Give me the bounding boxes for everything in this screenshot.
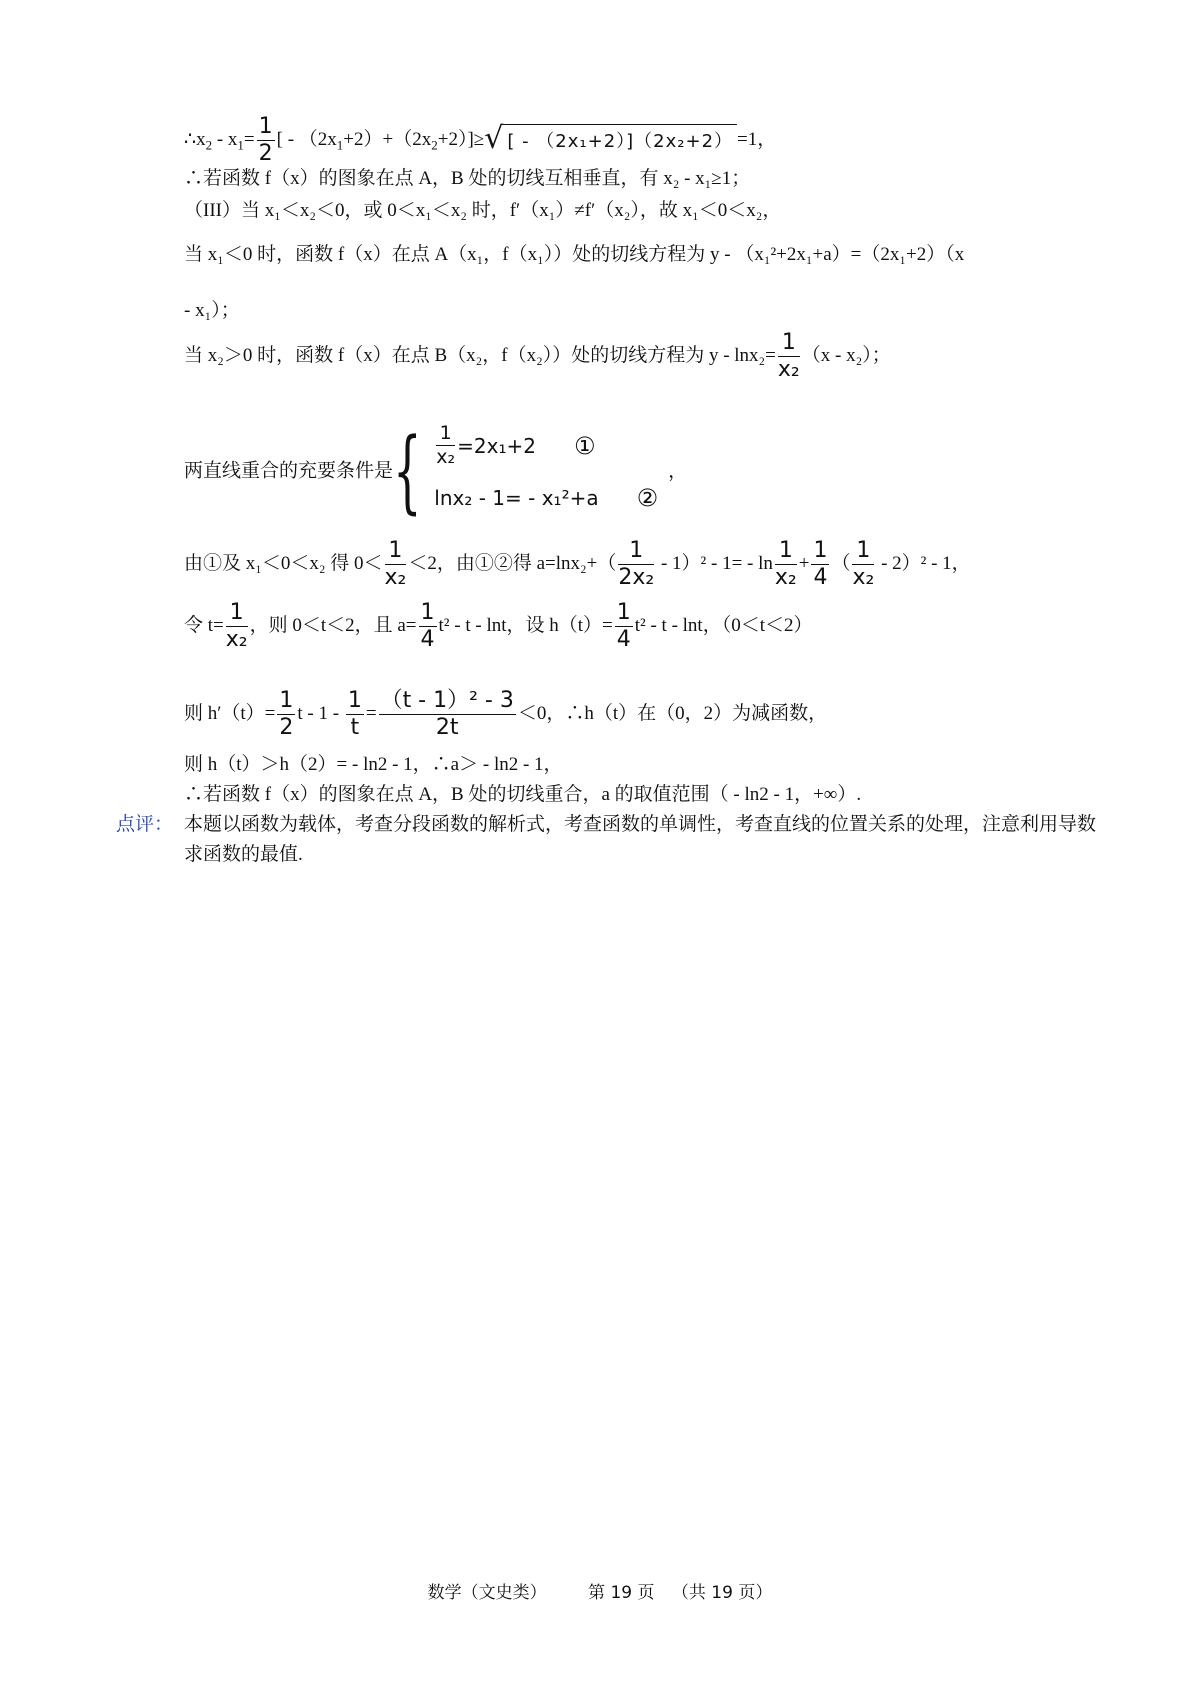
text: +2）+（2x — [343, 128, 432, 150]
line-range-conclusion: ∴若函数 f（x）的图象在点 A，B 处的切线重合，a 的取值范围（ - ln2 - 1，+∞）. — [184, 784, 862, 805]
system-row-1: $\frac{1}{\text{x₂}}$ =2x₁+2 ① — [436, 422, 596, 469]
line-derivative-h: 则 h′（t）= $\frac{1}{2}$ t - 1 - $\frac{1}{t}$ = $\frac{\text{（t - 1）² - 3}}{2t}$ ＜0，∴h（t）在（0，2）为减函数， — [184, 688, 828, 740]
footer-total-pages: （共 19 页） — [671, 1583, 773, 1603]
text: 当 x₂＞0 时，函数 f（x）在点 B（x₂，f（x₂））处的切线方程为 y - lnx₂= — [184, 344, 776, 366]
footer-page-number: 第 19 页 — [588, 1583, 655, 1603]
text: ， — [668, 460, 688, 482]
fraction: $\frac{1}{2}$ — [258, 114, 273, 166]
comment-label: 点评： — [116, 814, 174, 835]
text: +2）]≥ — [437, 128, 485, 150]
line-tangent-a-cont: - x₁）； — [184, 300, 240, 321]
line-tangent-a: 当 x₁＜0 时，函数 f（x）在点 A（x₁，f（x₁））处的切线方程为 y - （x₁²+2x₁+a）=（2x₁+2）（x — [184, 244, 965, 265]
fraction: $\frac{1}{\text{x₂}}$ — [777, 330, 800, 382]
line-substitute-t: 令 t= $\frac{1}{\text{x₂}}$ ，则 0＜t＜2，且 a= $\frac{1}{4}$ t² - t - lnt，设 h（t）= $\frac{1}{4}$ t² - t - lnt，（0＜t＜2） — [184, 600, 813, 652]
line-part-iii: （III）当 x₁＜x₂＜0，或 0＜x₁＜x₂ 时，f′（x₁）≠f′（x₂），故 x₁＜0＜x₂， — [184, 200, 782, 221]
line-tangent-b — [184, 332, 1096, 381]
equation-system — [434, 420, 658, 524]
square-root: √ [ - （2x₁+2）]（2x₂+2） — [484, 124, 737, 157]
text: （x - x₂）； — [801, 344, 891, 366]
footer-subject: 数学（文史类） — [427, 1583, 547, 1603]
line-perpendicular-conclusion: ∴若函数 f（x）的图象在点 A，B 处的切线互相垂直，有 x₂ - x₁≥1； — [184, 168, 751, 189]
text: [ - （2x — [276, 128, 337, 150]
comment-text: 本题以函数为载体，考查分段函数的解析式，考查函数的单调性，考查直线的位置关系的处理，注意利用导数求函数的最值. — [184, 814, 1097, 865]
brace: { — [393, 418, 422, 524]
text: ∴x — [184, 128, 206, 150]
text: =1， — [737, 128, 777, 150]
system-row-2: lnx₂ - 1= - x₁²+a ② — [434, 483, 659, 512]
text: - x — [212, 128, 238, 150]
page-footer — [0, 1578, 1200, 1603]
text: = — [243, 128, 255, 150]
line-h-bound: 则 h（t）＞h（2）= - ln2 - 1，∴a＞ - ln2 - 1， — [184, 754, 563, 775]
line-derive-a: 由①及 x₁＜0＜x₂ 得 0＜ $\frac{1}{\text{x₂}}$ ＜2，由①②得 a=lnx₂+（ $\frac{1}{\text{2x₂}}$ - 1）² - 1= - ln $\frac{1}{\text{x₂}}$ + $\frac{1}{4}$ （ $\frac{1}{\text{x₂}}$ - 2）² - 1， — [184, 538, 971, 590]
text: 两直线重合的充要条件是 — [184, 460, 394, 482]
line-system-condition — [184, 416, 1096, 526]
line-x2-minus-x1: $\therefore x_2 - x_1=$ $\frac{1}{2}$ [ - $(2x_1+2)+(2x_2+2)]\ge$ √ [ - （2x₁+2）]（2x₂+2） =1， — [184, 114, 777, 166]
